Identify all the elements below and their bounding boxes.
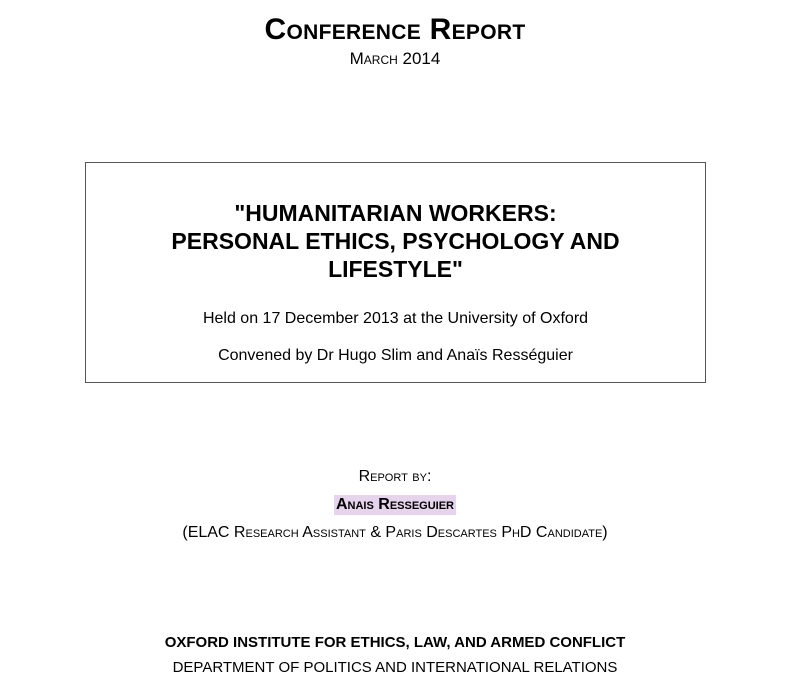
conference-heading bbox=[86, 199, 705, 283]
conference-title-box bbox=[85, 162, 706, 383]
conference-heading-line-1: "HUMANITARIAN WORKERS: bbox=[234, 200, 557, 226]
conference-heading-line-3: LIFESTYLE" bbox=[328, 256, 463, 282]
report-by-label: Report by: bbox=[358, 468, 432, 485]
author-affiliation: (ELAC Research Assistant & Paris Descartes PhD Candidate) bbox=[182, 524, 608, 541]
held-date-location: Held on 17 December 2013 at the University of Oxford bbox=[202, 310, 589, 327]
convened-by: Convened by Dr Hugo Slim and Anaïs Rességuier bbox=[218, 347, 573, 364]
report-date: March 2014 bbox=[349, 49, 441, 68]
department-name: DEPARTMENT OF POLITICS AND INTERNATIONAL RELATIONS bbox=[172, 659, 618, 676]
institute-name: OXFORD INSTITUTE FOR ETHICS, LAW, AND ARMED CONFLICT bbox=[164, 634, 626, 651]
author-line bbox=[0, 495, 790, 515]
author-name: Anais Resseguier bbox=[335, 496, 455, 513]
conference-heading-line-2: PERSONAL ETHICS, PSYCHOLOGY AND bbox=[171, 228, 620, 254]
report-title: Conference Report bbox=[264, 13, 526, 46]
